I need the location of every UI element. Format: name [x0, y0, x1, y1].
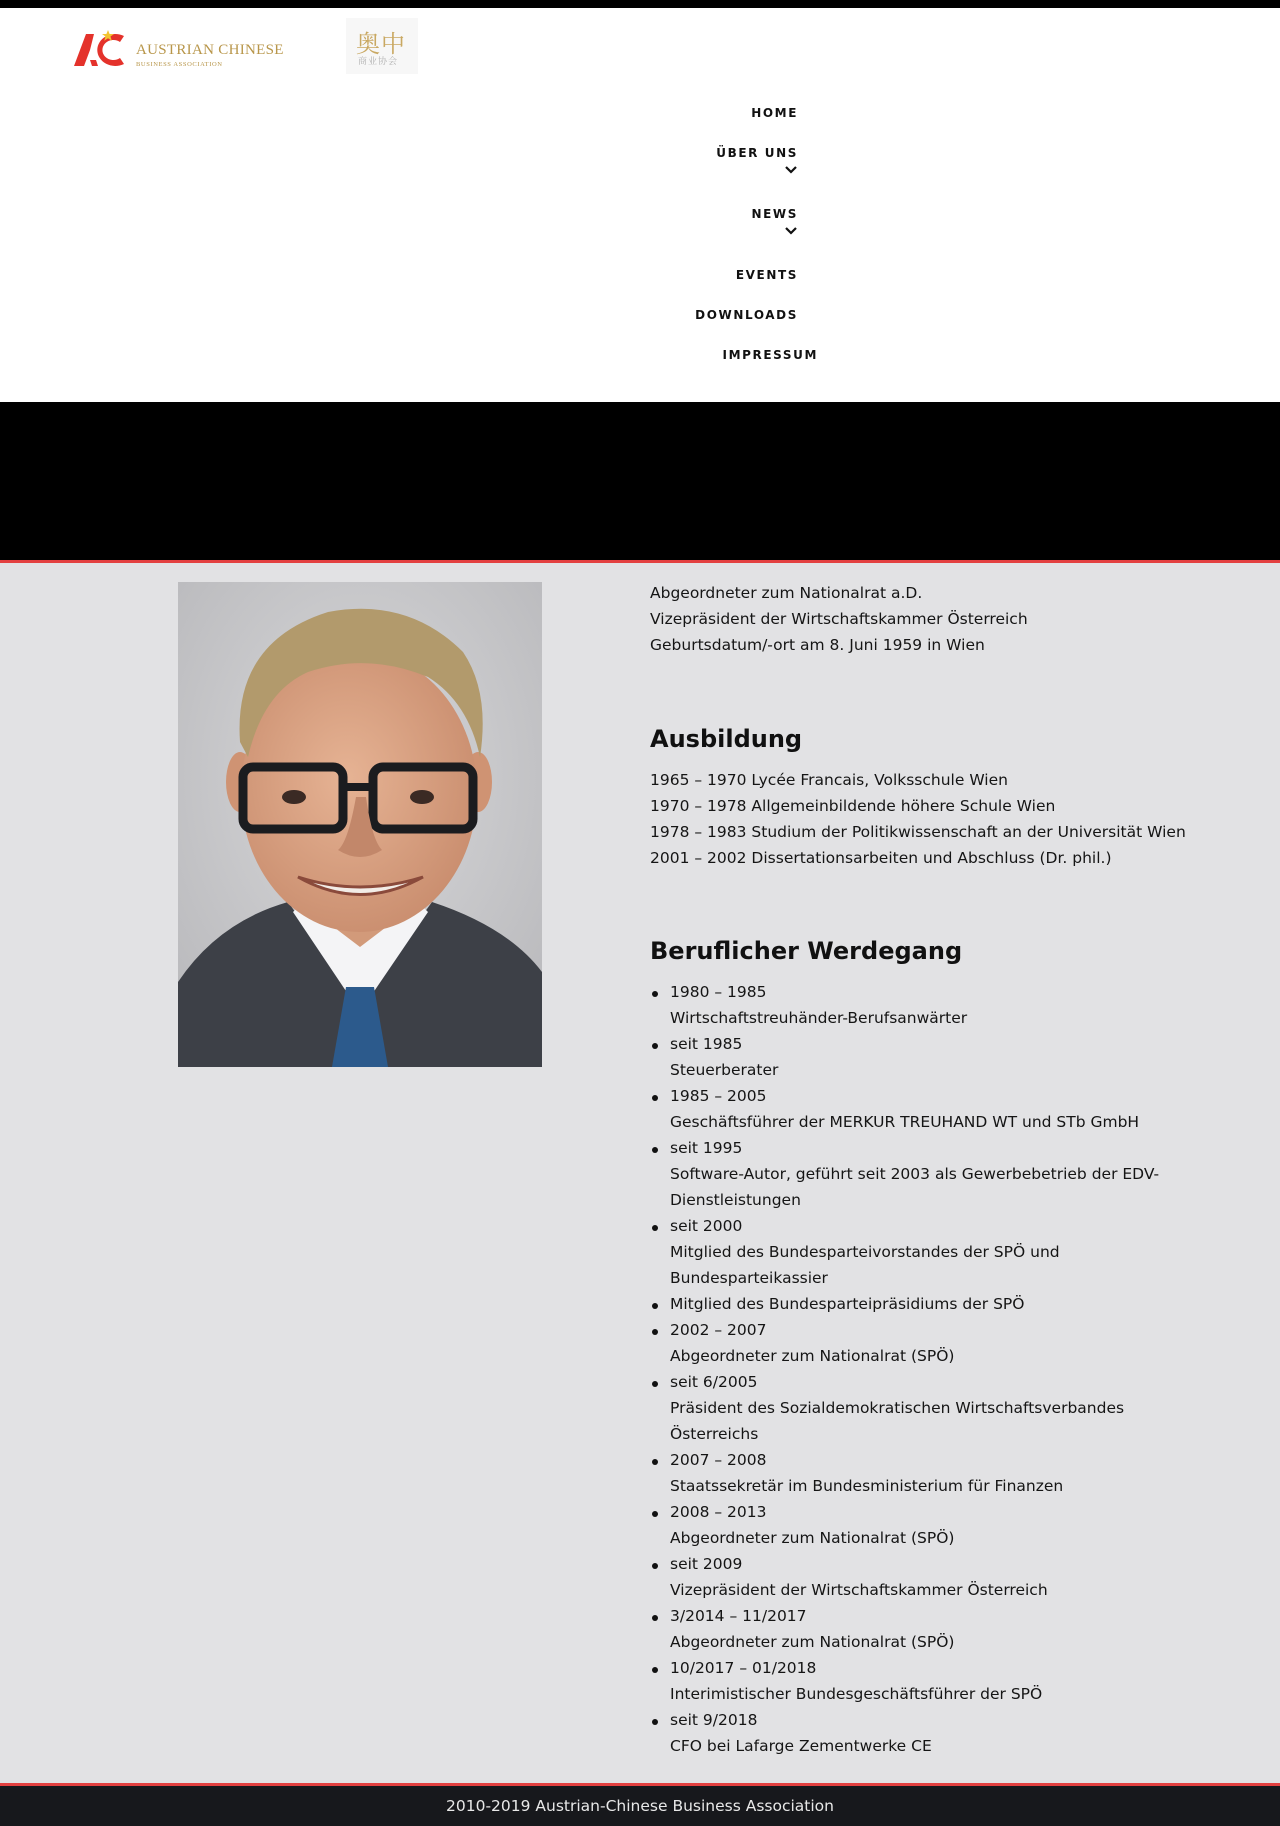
top-bar — [0, 0, 1280, 8]
logo-title: AUSTRIAN CHINESE — [136, 42, 284, 58]
bullet-dot — [652, 1303, 658, 1309]
chinese-logo-subtitle: 商业协会 — [358, 57, 399, 67]
werdegang-line: seit 6/2005 — [670, 1373, 758, 1391]
nav-ueber-uns[interactable]: ÜBER UNS — [716, 146, 798, 160]
nav-events[interactable]: EVENTS — [735, 268, 798, 282]
werdegang-line: seit 1995 — [670, 1139, 743, 1157]
ac-logo-mark-icon — [72, 20, 136, 74]
bullet-dot — [652, 1225, 658, 1231]
nav-downloads[interactable]: DOWNLOADS — [695, 308, 798, 322]
intro-line: Vizepräsident der Wirtschaftskammer Österreich — [650, 610, 1028, 628]
werdegang-line: 2008 – 2013 — [670, 1503, 767, 1521]
bullet-dot — [652, 1095, 658, 1101]
werdegang-line: Staatssekretär im Bundesministerium für Finanzen — [670, 1477, 1064, 1495]
hero-banner — [0, 402, 1280, 560]
werdegang-line: Software-Autor, geführt seit 2003 als Gewerbebetrieb der EDV- — [670, 1165, 1160, 1183]
bullet-dot — [652, 1381, 658, 1387]
werdegang-line: Mitglied des Bundesparteivorstandes der SPÖ und — [670, 1243, 1060, 1261]
werdegang-line: CFO bei Lafarge Zementwerke CE — [670, 1737, 932, 1755]
nav-home[interactable]: HOME — [751, 106, 798, 120]
chevron-down-icon[interactable] — [784, 226, 798, 236]
bullet-dot — [652, 991, 658, 997]
ausbildung-item: 1965 – 1970 Lycée Francais, Volksschule Wien — [650, 771, 1008, 789]
werdegang-line: Steuerberater — [670, 1061, 779, 1079]
werdegang-line: seit 2000 — [670, 1217, 743, 1235]
bullet-dot — [652, 1147, 658, 1153]
logo-subtitle: BUSINESS ASSOCIATION — [136, 61, 223, 68]
werdegang-line: seit 2009 — [670, 1555, 743, 1573]
bullet-dot — [652, 1043, 658, 1049]
ausbildung-item: 2001 – 2002 Dissertationsarbeiten und Abschluss (Dr. phil.) — [650, 849, 1112, 867]
intro-line: Geburtsdatum/-ort am 8. Juni 1959 in Wien — [650, 636, 985, 654]
nav-impressum[interactable]: IMPRESSUM — [722, 348, 818, 362]
werdegang-line: Geschäftsführer der MERKUR TREUHAND WT und STb GmbH — [670, 1113, 1140, 1131]
werdegang-line: Österreichs — [670, 1425, 759, 1443]
werdegang-line: 10/2017 – 01/2018 — [670, 1659, 817, 1677]
chinese-logo — [346, 18, 418, 74]
chevron-down-icon[interactable] — [784, 165, 798, 175]
site-logo[interactable] — [72, 20, 284, 74]
werdegang-line: Vizepräsident der Wirtschaftskammer Österreich — [670, 1581, 1048, 1599]
bullet-dot — [652, 1563, 658, 1569]
werdegang-line: Dienstleistungen — [670, 1191, 801, 1209]
bullet-dot — [652, 1459, 658, 1465]
ausbildung-item: 1970 – 1978 Allgemeinbildende höhere Schule Wien — [650, 797, 1056, 815]
portrait-photo — [178, 582, 542, 1067]
werdegang-line: seit 1985 — [670, 1035, 743, 1053]
werdegang-line: 1985 – 2005 — [670, 1087, 767, 1105]
werdegang-line: Bundesparteikassier — [670, 1269, 828, 1287]
bullet-dot — [652, 1719, 658, 1725]
nav-news[interactable]: NEWS — [751, 207, 798, 221]
werdegang-line: Präsident des Sozialdemokratischen Wirtschaftsverbandes — [670, 1399, 1125, 1417]
bullet-dot — [652, 1667, 658, 1673]
heading-werdegang: Beruflicher Werdegang — [650, 937, 963, 965]
werdegang-line: Abgeordneter zum Nationalrat (SPÖ) — [670, 1347, 955, 1365]
werdegang-line: Interimistischer Bundesgeschäftsführer der SPÖ — [670, 1685, 1043, 1703]
werdegang-line: Wirtschaftstreuhänder-Berufsanwärter — [670, 1009, 968, 1027]
ausbildung-item: 1978 – 1983 Studium der Politikwissenschaft an der Universität Wien — [650, 823, 1186, 841]
chinese-logo-title: 奥中 — [356, 30, 406, 58]
werdegang-line: Mitglied des Bundesparteipräsidiums der SPÖ — [670, 1295, 1025, 1313]
heading-ausbildung: Ausbildung — [650, 725, 803, 753]
werdegang-line: 2002 – 2007 — [670, 1321, 767, 1339]
bullet-dot — [652, 1511, 658, 1517]
werdegang-line: Abgeordneter zum Nationalrat (SPÖ) — [670, 1529, 955, 1547]
werdegang-line: Abgeordneter zum Nationalrat (SPÖ) — [670, 1633, 955, 1651]
footer-copyright: 2010-2019 Austrian-Chinese Business Association — [446, 1797, 834, 1815]
bullet-dot — [652, 1329, 658, 1335]
bullet-dot — [652, 1615, 658, 1621]
intro-line: Abgeordneter zum Nationalrat a.D. — [650, 584, 923, 602]
werdegang-line: 2007 – 2008 — [670, 1451, 767, 1469]
werdegang-line: 1980 – 1985 — [670, 983, 767, 1001]
werdegang-line: 3/2014 – 11/2017 — [670, 1607, 807, 1625]
werdegang-line: seit 9/2018 — [670, 1711, 758, 1729]
